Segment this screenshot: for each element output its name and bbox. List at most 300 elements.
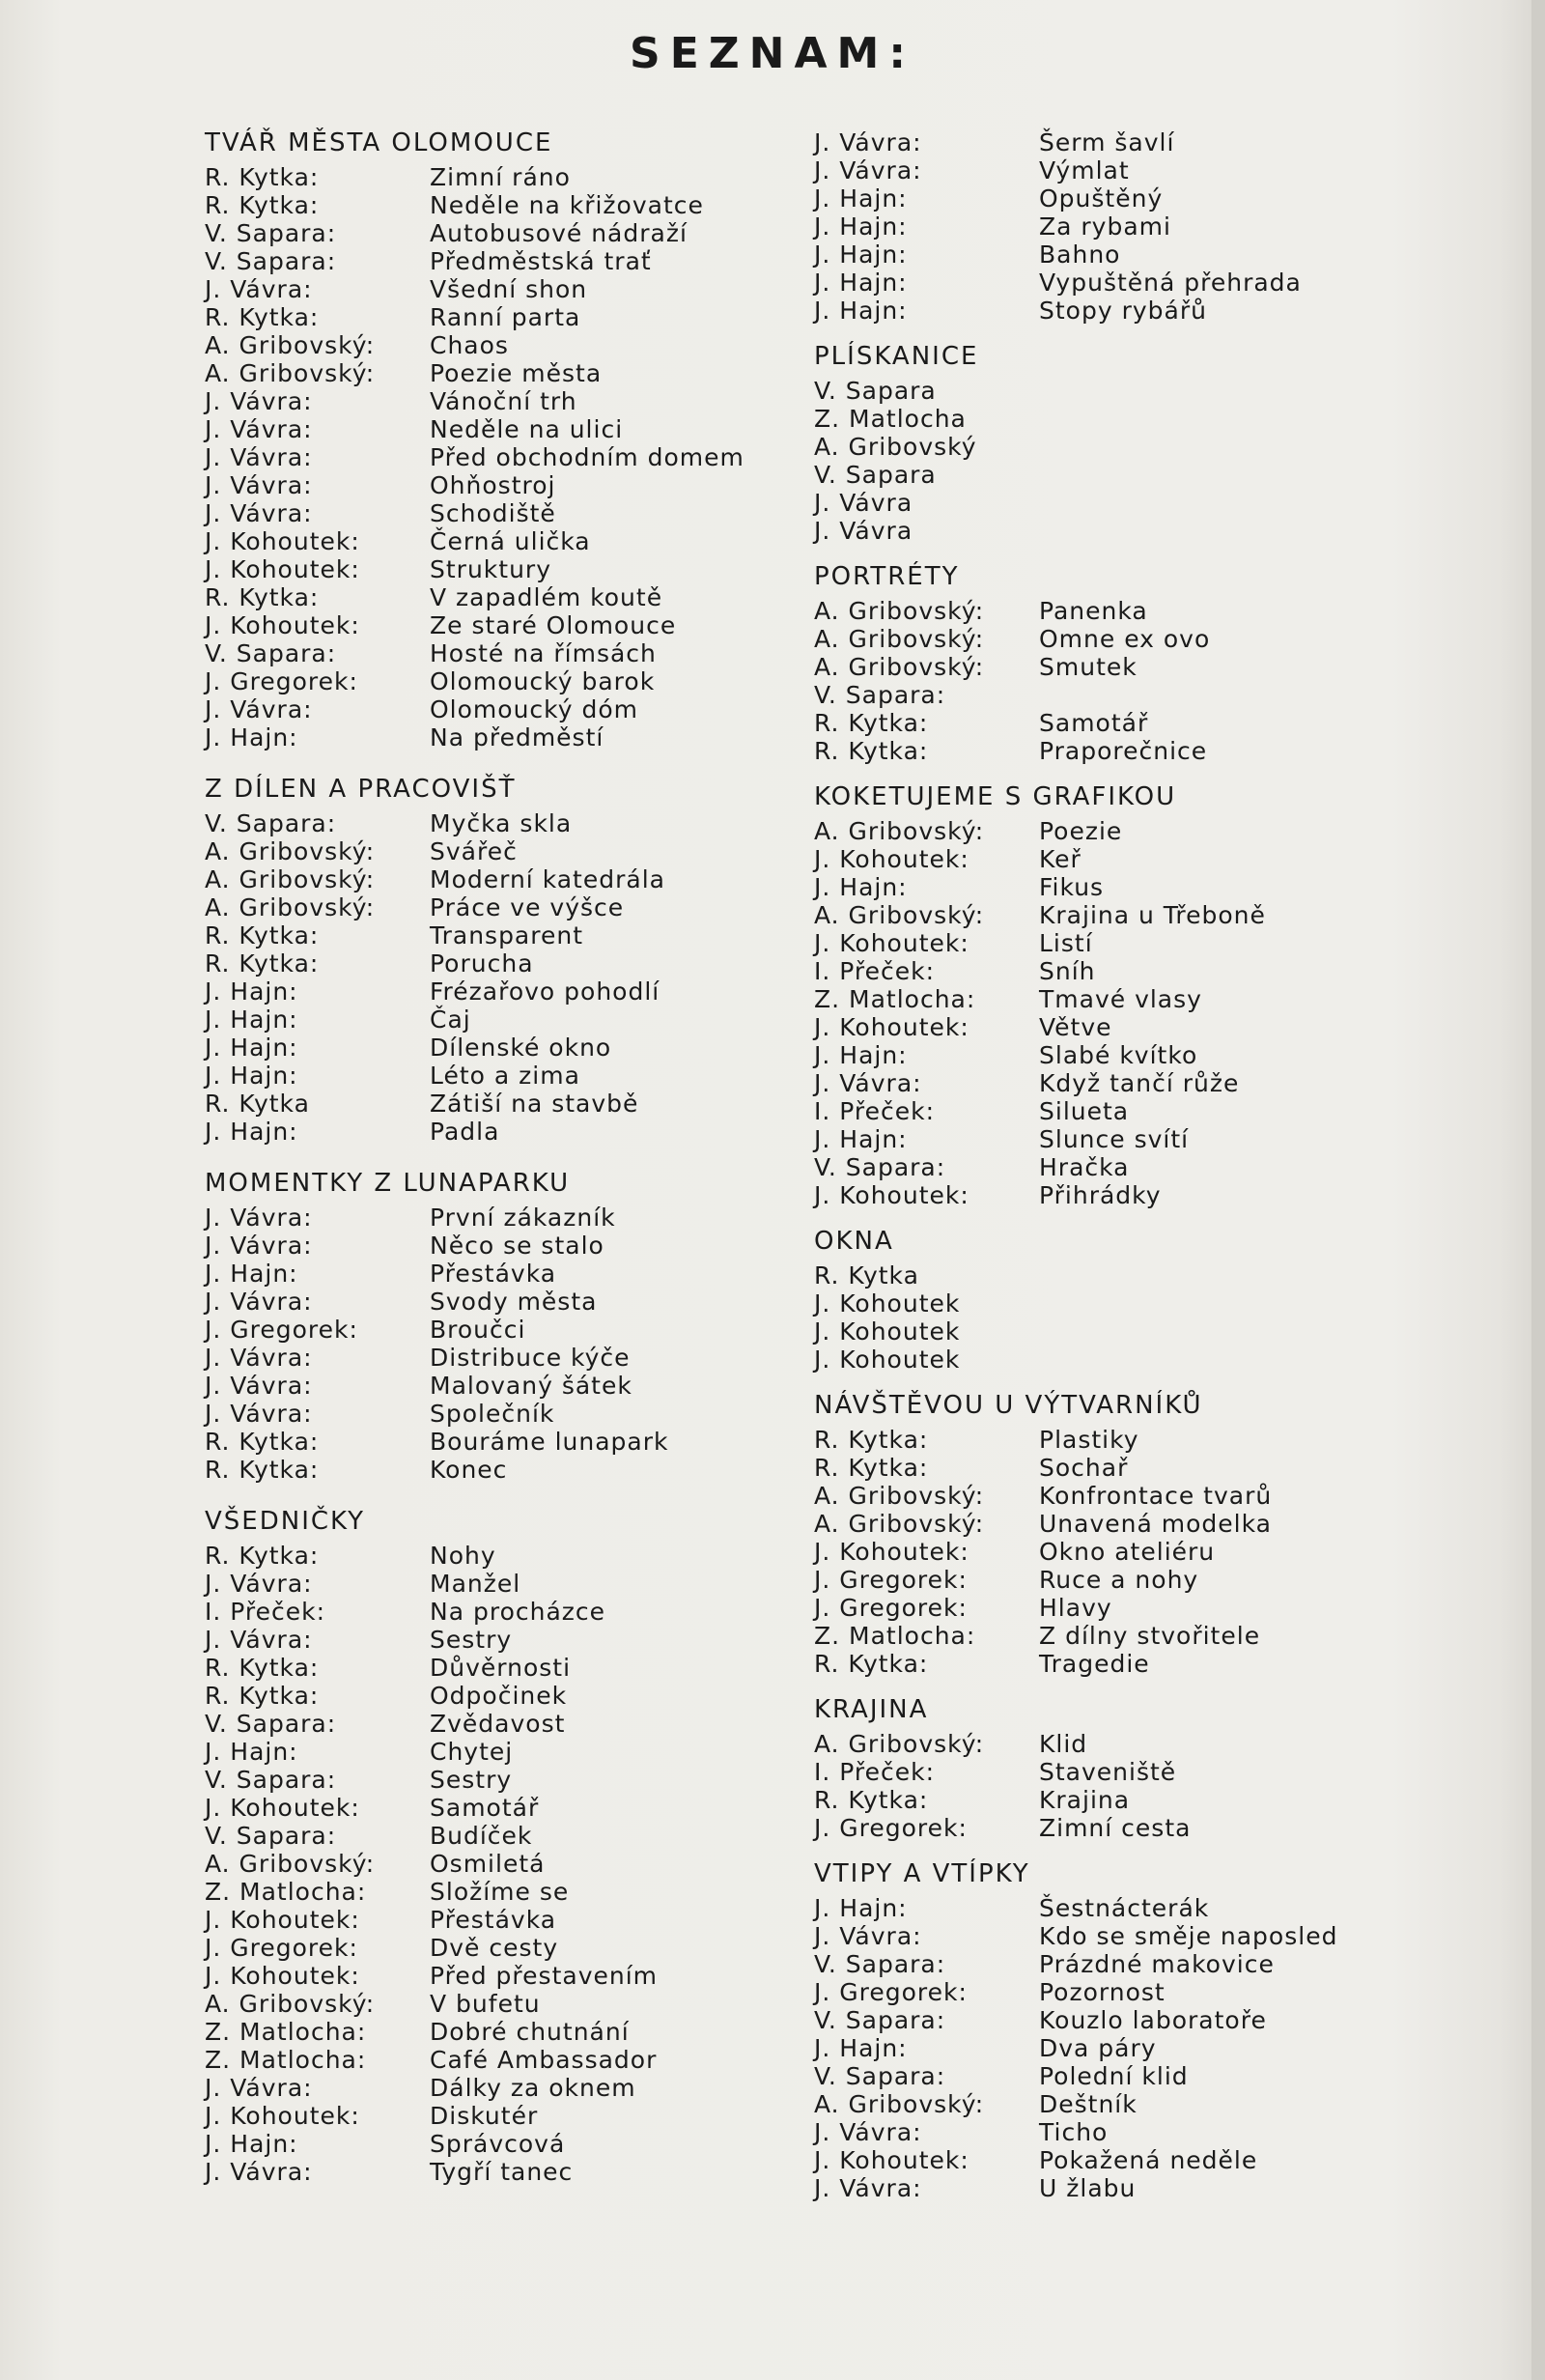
section-heading: VTIPY A VTÍPKY xyxy=(814,1859,1030,1888)
photo-title: Ohňostroj xyxy=(430,471,556,499)
author-name: V. Sapara: xyxy=(814,681,946,709)
photo-title xyxy=(1039,1346,1355,1374)
author-name: J. Hajn: xyxy=(814,297,908,325)
list-item xyxy=(205,471,803,499)
photo-title xyxy=(1039,1318,1355,1346)
list-item xyxy=(814,489,1355,517)
section xyxy=(814,128,1355,325)
list-item xyxy=(205,1738,803,1766)
section xyxy=(814,1227,1355,1374)
photo-title: Zvědavost xyxy=(430,1710,566,1738)
photo-title xyxy=(1039,1289,1355,1318)
author-name: J. Gregorek: xyxy=(814,1566,968,1594)
author-name: J. Hajn: xyxy=(814,241,908,269)
list-item xyxy=(814,1566,1355,1594)
author-name: A. Gribovský: xyxy=(814,901,985,929)
list-item xyxy=(814,1181,1355,1209)
photo-title: Krajina u Třeboně xyxy=(1039,901,1266,929)
author-name: R. Kytka: xyxy=(814,1454,929,1482)
list-item xyxy=(814,1041,1355,1069)
photo-title: Plastiky xyxy=(1039,1426,1139,1454)
photo-title: Samotář xyxy=(1039,709,1149,737)
author-name: J. Hajn: xyxy=(205,723,298,751)
list-item xyxy=(814,1482,1355,1510)
photo-title: Složíme se xyxy=(430,1878,570,1906)
list-item xyxy=(814,2146,1355,2174)
author-name: A. Gribovský: xyxy=(205,1850,376,1878)
list-item xyxy=(205,1934,803,1962)
photo-title: Ze staré Olomouce xyxy=(430,611,677,639)
author-name: R. Kytka: xyxy=(814,709,929,737)
photo-title: Přestávka xyxy=(430,1906,557,1934)
list-item xyxy=(814,1261,1355,1289)
photo-title: Porucha xyxy=(430,949,534,978)
author-name: R. Kytka: xyxy=(205,1654,320,1682)
author-name: J. Hajn: xyxy=(205,1034,298,1062)
photo-title: Poezie xyxy=(1039,817,1123,845)
list-item xyxy=(205,1822,803,1850)
photo-title: V zapadlém koutě xyxy=(430,583,663,611)
author-name: J. Vávra: xyxy=(205,499,313,527)
author-name: J. Kohoutek: xyxy=(814,2146,969,2174)
photo-title: Dílenské okno xyxy=(430,1034,612,1062)
author-name: R. Kytka: xyxy=(205,303,320,331)
photo-title: Opuštěný xyxy=(1039,184,1164,212)
author-name: I. Přeček: xyxy=(814,1758,936,1786)
author-name: J. Kohoutek: xyxy=(205,1906,360,1934)
author-name: R. Kytka xyxy=(814,1261,919,1289)
list-item xyxy=(205,303,803,331)
list-item xyxy=(205,1542,803,1570)
photo-title: Diskutér xyxy=(430,2102,539,2130)
list-item xyxy=(205,191,803,219)
author-name: R. Kytka: xyxy=(205,921,320,949)
author-name: R. Kytka: xyxy=(205,1456,320,1484)
list-item xyxy=(814,2174,1355,2202)
list-item xyxy=(814,1978,1355,2006)
author-name: J. Vávra: xyxy=(205,1570,313,1598)
author-name: J. Hajn: xyxy=(814,2034,908,2062)
photo-title: Vánoční trh xyxy=(430,387,577,415)
photo-title: Léto a zima xyxy=(430,1062,580,1090)
photo-title: Předměstská trať xyxy=(430,247,652,275)
list-item xyxy=(814,1814,1355,1842)
author-name: J. Gregorek: xyxy=(205,667,358,695)
author-name: R. Kytka: xyxy=(205,949,320,978)
author-name: A. Gribovský: xyxy=(814,653,985,681)
list-item xyxy=(814,597,1355,625)
author-name: R. Kytka: xyxy=(205,1428,320,1456)
photo-title: Kdo se směje naposled xyxy=(1039,1922,1338,1950)
photo-title: První zákazník xyxy=(430,1204,616,1232)
photo-title: Panenka xyxy=(1039,597,1148,625)
author-name: Z. Matlocha: xyxy=(814,1622,976,1650)
left-column xyxy=(205,128,803,2186)
list-item xyxy=(205,219,803,247)
photo-title: Keř xyxy=(1039,845,1082,873)
photo-title: Dálky za oknem xyxy=(430,2074,636,2102)
author-name: J. Vávra: xyxy=(814,2118,922,2146)
list-item xyxy=(814,845,1355,873)
photo-title: Fikus xyxy=(1039,873,1105,901)
author-name: J. Kohoutek: xyxy=(205,1962,360,1990)
photo-title: Slabé kvítko xyxy=(1039,1041,1198,1069)
author-name: V. Sapara: xyxy=(205,219,337,247)
photo-title: Dva páry xyxy=(1039,2034,1157,2062)
photo-title: Omne ex ovo xyxy=(1039,625,1211,653)
photo-title: Smutek xyxy=(1039,653,1138,681)
author-name: J. Kohoutek: xyxy=(814,845,969,873)
list-item xyxy=(205,723,803,751)
list-item xyxy=(814,1650,1355,1678)
author-name: J. Hajn: xyxy=(205,1062,298,1090)
author-name: J. Hajn: xyxy=(814,269,908,297)
list-item xyxy=(814,985,1355,1013)
photo-title: Malovaný šátek xyxy=(430,1372,632,1400)
author-name: J. Hajn: xyxy=(814,873,908,901)
author-name: I. Přeček: xyxy=(814,1097,936,1125)
list-item xyxy=(205,611,803,639)
author-name: A. Gribovský: xyxy=(814,1510,985,1538)
list-item xyxy=(205,415,803,443)
author-name: R. Kytka: xyxy=(205,191,320,219)
list-item xyxy=(814,2118,1355,2146)
list-item xyxy=(814,269,1355,297)
list-item xyxy=(205,1372,803,1400)
photo-title: Klid xyxy=(1039,1730,1088,1758)
photo-title: Tmavé vlasy xyxy=(1039,985,1202,1013)
author-name: J. Gregorek: xyxy=(814,1594,968,1622)
section xyxy=(205,128,803,751)
author-name: V. Sapara: xyxy=(205,639,337,667)
list-item xyxy=(205,555,803,583)
list-item xyxy=(205,1090,803,1118)
list-item xyxy=(814,709,1355,737)
list-item xyxy=(205,2074,803,2102)
author-name: A. Gribovský: xyxy=(814,625,985,653)
author-name: J. Vávra: xyxy=(205,1400,313,1428)
photo-title: Důvěrnosti xyxy=(430,1654,572,1682)
list-item xyxy=(205,1794,803,1822)
author-name: J. Kohoutek xyxy=(814,1346,961,1374)
author-name: V. Sapara: xyxy=(814,1153,946,1181)
author-name: J. Hajn: xyxy=(205,1006,298,1034)
author-name: R. Kytka: xyxy=(814,1650,929,1678)
photo-title: Hosté na římsách xyxy=(430,639,657,667)
photo-title: Dobré chutnání xyxy=(430,2018,630,2046)
list-item xyxy=(205,1710,803,1738)
list-item xyxy=(205,1288,803,1316)
list-item xyxy=(205,163,803,191)
photo-title: Staveniště xyxy=(1039,1758,1177,1786)
list-item xyxy=(205,499,803,527)
list-item xyxy=(205,1260,803,1288)
list-item xyxy=(205,1906,803,1934)
list-item xyxy=(814,737,1355,765)
author-name: J. Vávra: xyxy=(205,1372,313,1400)
author-name: J. Vávra: xyxy=(814,128,922,156)
list-item xyxy=(814,1454,1355,1482)
section-heading: TVÁŘ MĚSTA OLOMOUCE xyxy=(205,128,553,157)
photo-title: Konfrontace tvarů xyxy=(1039,1482,1273,1510)
photo-title: Osmiletá xyxy=(430,1850,546,1878)
author-name: J. Hajn: xyxy=(814,212,908,241)
list-item xyxy=(814,1346,1355,1374)
photo-title: Deštník xyxy=(1039,2090,1138,2118)
author-name: J. Hajn: xyxy=(205,2130,298,2158)
author-name: A. Gribovský: xyxy=(814,817,985,845)
list-item xyxy=(814,128,1355,156)
photo-title: Bouráme lunapark xyxy=(430,1428,669,1456)
photo-title: Na předměstí xyxy=(430,723,604,751)
list-item xyxy=(814,653,1355,681)
author-name: Z. Matlocha: xyxy=(205,2018,367,2046)
author-name: A. Gribovský xyxy=(814,433,977,461)
photo-title: Tygří tanec xyxy=(430,2158,574,2186)
photo-title: Transparent xyxy=(430,921,584,949)
list-item xyxy=(205,387,803,415)
list-item xyxy=(814,1510,1355,1538)
list-item xyxy=(205,359,803,387)
author-name: I. Přeček: xyxy=(205,1598,326,1626)
section-heading: PLÍSKANICE xyxy=(814,342,979,371)
photo-title: Krajina xyxy=(1039,1786,1131,1814)
section xyxy=(814,1695,1355,1842)
author-name: V. Sapara: xyxy=(205,247,337,275)
list-item xyxy=(814,2006,1355,2034)
author-name: V. Sapara xyxy=(814,377,937,405)
photo-title: Sníh xyxy=(1039,957,1096,985)
list-item xyxy=(205,1990,803,2018)
list-item xyxy=(814,1318,1355,1346)
section-heading: NÁVŠTĚVOU U VÝTVARNÍKŮ xyxy=(814,1391,1203,1420)
list-item xyxy=(814,1289,1355,1318)
author-name: J. Vávra: xyxy=(205,443,313,471)
author-name: J. Kohoutek: xyxy=(814,929,969,957)
photo-title: Něco se stalo xyxy=(430,1232,604,1260)
section-heading: KOKETUJEME S GRAFIKOU xyxy=(814,782,1177,811)
list-item xyxy=(205,1034,803,1062)
photo-title: Když tančí růže xyxy=(1039,1069,1240,1097)
section xyxy=(814,1391,1355,1678)
author-name: J. Vávra xyxy=(814,489,913,517)
photo-title: Ruce a nohy xyxy=(1039,1566,1199,1594)
photo-title: Zimní cesta xyxy=(1039,1814,1192,1842)
author-name: Z. Matlocha xyxy=(814,405,967,433)
photo-title: Všední shon xyxy=(430,275,588,303)
list-item xyxy=(814,156,1355,184)
author-name: J. Hajn: xyxy=(205,978,298,1006)
list-item xyxy=(814,873,1355,901)
photo-title: Neděle na ulici xyxy=(430,415,624,443)
photo-title: Struktury xyxy=(430,555,551,583)
photo-title: Schodiště xyxy=(430,499,556,527)
photo-title xyxy=(1039,1261,1355,1289)
list-item xyxy=(205,1062,803,1090)
list-item xyxy=(814,1594,1355,1622)
author-name: J. Kohoutek: xyxy=(205,2102,360,2130)
photo-title: Padla xyxy=(430,1118,500,1146)
photo-title: Myčka skla xyxy=(430,809,573,837)
list-item xyxy=(205,1400,803,1428)
list-item xyxy=(814,2034,1355,2062)
list-item xyxy=(205,1598,803,1626)
photo-title: Šerm šavlí xyxy=(1039,128,1175,156)
photo-title: Čaj xyxy=(430,1006,471,1034)
right-column xyxy=(814,128,1355,2202)
author-name: J. Hajn: xyxy=(205,1738,298,1766)
list-item xyxy=(205,2102,803,2130)
photo-title: Prázdné makovice xyxy=(1039,1950,1275,1978)
author-name: J. Vávra: xyxy=(205,1204,313,1232)
list-item xyxy=(205,443,803,471)
photo-title: Frézařovo pohodlí xyxy=(430,978,660,1006)
author-name: J. Kohoutek: xyxy=(205,1794,360,1822)
list-item xyxy=(814,405,1355,433)
photo-title xyxy=(1039,489,1355,517)
photo-title: Ticho xyxy=(1039,2118,1109,2146)
photo-title: Zimní ráno xyxy=(430,163,571,191)
author-name: A. Gribovský: xyxy=(814,597,985,625)
list-item xyxy=(814,517,1355,545)
author-name: J. Hajn: xyxy=(814,1041,908,1069)
photo-title: Slunce svítí xyxy=(1039,1125,1190,1153)
photo-title: Sestry xyxy=(430,1766,513,1794)
photo-title: Okno ateliéru xyxy=(1039,1538,1216,1566)
list-item xyxy=(814,1426,1355,1454)
list-item xyxy=(814,1950,1355,1978)
photo-title: Poezie města xyxy=(430,359,603,387)
list-item xyxy=(814,2090,1355,2118)
author-name: I. Přeček: xyxy=(814,957,936,985)
photo-title: Z dílny stvořitele xyxy=(1039,1622,1261,1650)
author-name: A. Gribovský: xyxy=(814,1482,985,1510)
author-name: Z. Matlocha: xyxy=(205,1878,367,1906)
photo-title: Olomoucký dóm xyxy=(430,695,639,723)
list-item xyxy=(814,241,1355,269)
author-name: J. Vávra: xyxy=(814,1922,922,1950)
author-name: J. Vávra: xyxy=(205,415,313,443)
page-title: SEZNAM: xyxy=(630,29,915,78)
photo-title: Café Ambassador xyxy=(430,2046,658,2074)
author-name: J. Gregorek: xyxy=(205,1934,358,1962)
photo-title: Chytej xyxy=(430,1738,514,1766)
list-item xyxy=(205,949,803,978)
author-name: J. Vávra: xyxy=(814,2174,922,2202)
photo-title: Chaos xyxy=(430,331,509,359)
photo-title: Kouzlo laboratoře xyxy=(1039,2006,1267,2034)
list-item xyxy=(205,893,803,921)
author-name: J. Kohoutek: xyxy=(814,1181,969,1209)
photo-title: Pokažená neděle xyxy=(1039,2146,1258,2174)
section-heading: VŠEDNIČKY xyxy=(205,1507,366,1536)
author-name: Z. Matlocha: xyxy=(814,985,976,1013)
section xyxy=(205,1507,803,2186)
photo-title: Pozornost xyxy=(1039,1978,1166,2006)
photo-title: Autobusové nádraží xyxy=(430,219,688,247)
photo-title: Odpočinek xyxy=(430,1682,568,1710)
photo-title: Moderní katedrála xyxy=(430,865,665,893)
list-item xyxy=(205,527,803,555)
author-name: J. Hajn: xyxy=(205,1260,298,1288)
author-name: J. Hajn: xyxy=(814,1894,908,1922)
author-name: J. Vávra: xyxy=(205,2158,313,2186)
photo-title: Zátiší na stavbě xyxy=(430,1090,639,1118)
author-name: V. Sapara: xyxy=(205,1766,337,1794)
list-item xyxy=(814,1786,1355,1814)
photo-title: Sestry xyxy=(430,1626,513,1654)
photo-title: Výmlat xyxy=(1039,156,1130,184)
list-item xyxy=(814,1125,1355,1153)
author-name: A. Gribovský: xyxy=(205,359,376,387)
author-name: Z. Matlocha: xyxy=(205,2046,367,2074)
list-item xyxy=(814,297,1355,325)
list-item xyxy=(205,1204,803,1232)
section-heading: Z DÍLEN A PRACOVIŠŤ xyxy=(205,775,517,804)
author-name: A. Gribovský: xyxy=(205,331,376,359)
list-item xyxy=(205,809,803,837)
list-item xyxy=(205,639,803,667)
list-item xyxy=(205,695,803,723)
photo-title: Distribuce kýče xyxy=(430,1344,631,1372)
list-item xyxy=(814,461,1355,489)
section-heading: OKNA xyxy=(814,1227,894,1256)
author-name: J. Vávra: xyxy=(205,695,313,723)
photo-title xyxy=(1039,433,1355,461)
list-item xyxy=(814,1894,1355,1922)
photo-title xyxy=(1039,681,1355,709)
photo-title xyxy=(1039,405,1355,433)
list-item xyxy=(205,2046,803,2074)
list-item xyxy=(205,2158,803,2186)
author-name: J. Hajn: xyxy=(814,184,908,212)
list-item xyxy=(205,1456,803,1484)
author-name: J. Gregorek: xyxy=(814,1978,968,2006)
list-item xyxy=(814,1153,1355,1181)
section-heading: MOMENTKY Z LUNAPARKU xyxy=(205,1169,571,1198)
photo-title: Hlavy xyxy=(1039,1594,1112,1622)
author-name: R. Kytka: xyxy=(205,1542,320,1570)
photo-title: Unavená modelka xyxy=(1039,1510,1272,1538)
list-item xyxy=(205,1682,803,1710)
page-edge xyxy=(1531,0,1545,2380)
author-name: J. Gregorek: xyxy=(205,1316,358,1344)
author-name: R. Kytka: xyxy=(814,1426,929,1454)
author-name: A. Gribovský: xyxy=(205,1990,376,2018)
author-name: V. Sapara: xyxy=(205,809,337,837)
author-name: R. Kytka: xyxy=(205,1682,320,1710)
photo-title: Svářeč xyxy=(430,837,518,865)
photo-title: Hračka xyxy=(1039,1153,1130,1181)
author-name: J. Kohoutek xyxy=(814,1318,961,1346)
section xyxy=(814,782,1355,1209)
photo-title xyxy=(1039,517,1355,545)
photo-title: Polední klid xyxy=(1039,2062,1189,2090)
list-item xyxy=(205,1118,803,1146)
author-name: V. Sapara xyxy=(814,461,937,489)
list-item xyxy=(205,667,803,695)
author-name: A. Gribovský: xyxy=(205,893,376,921)
author-name: J. Vávra: xyxy=(205,1232,313,1260)
photo-title: U žlabu xyxy=(1039,2174,1137,2202)
author-name: J. Kohoutek: xyxy=(205,527,360,555)
photo-title: Vypuštěná přehrada xyxy=(1039,269,1302,297)
list-item xyxy=(205,1344,803,1372)
author-name: J. Vávra: xyxy=(205,1626,313,1654)
list-item xyxy=(205,1006,803,1034)
author-name: V. Sapara: xyxy=(814,1950,946,1978)
author-name: R. Kytka: xyxy=(814,737,929,765)
